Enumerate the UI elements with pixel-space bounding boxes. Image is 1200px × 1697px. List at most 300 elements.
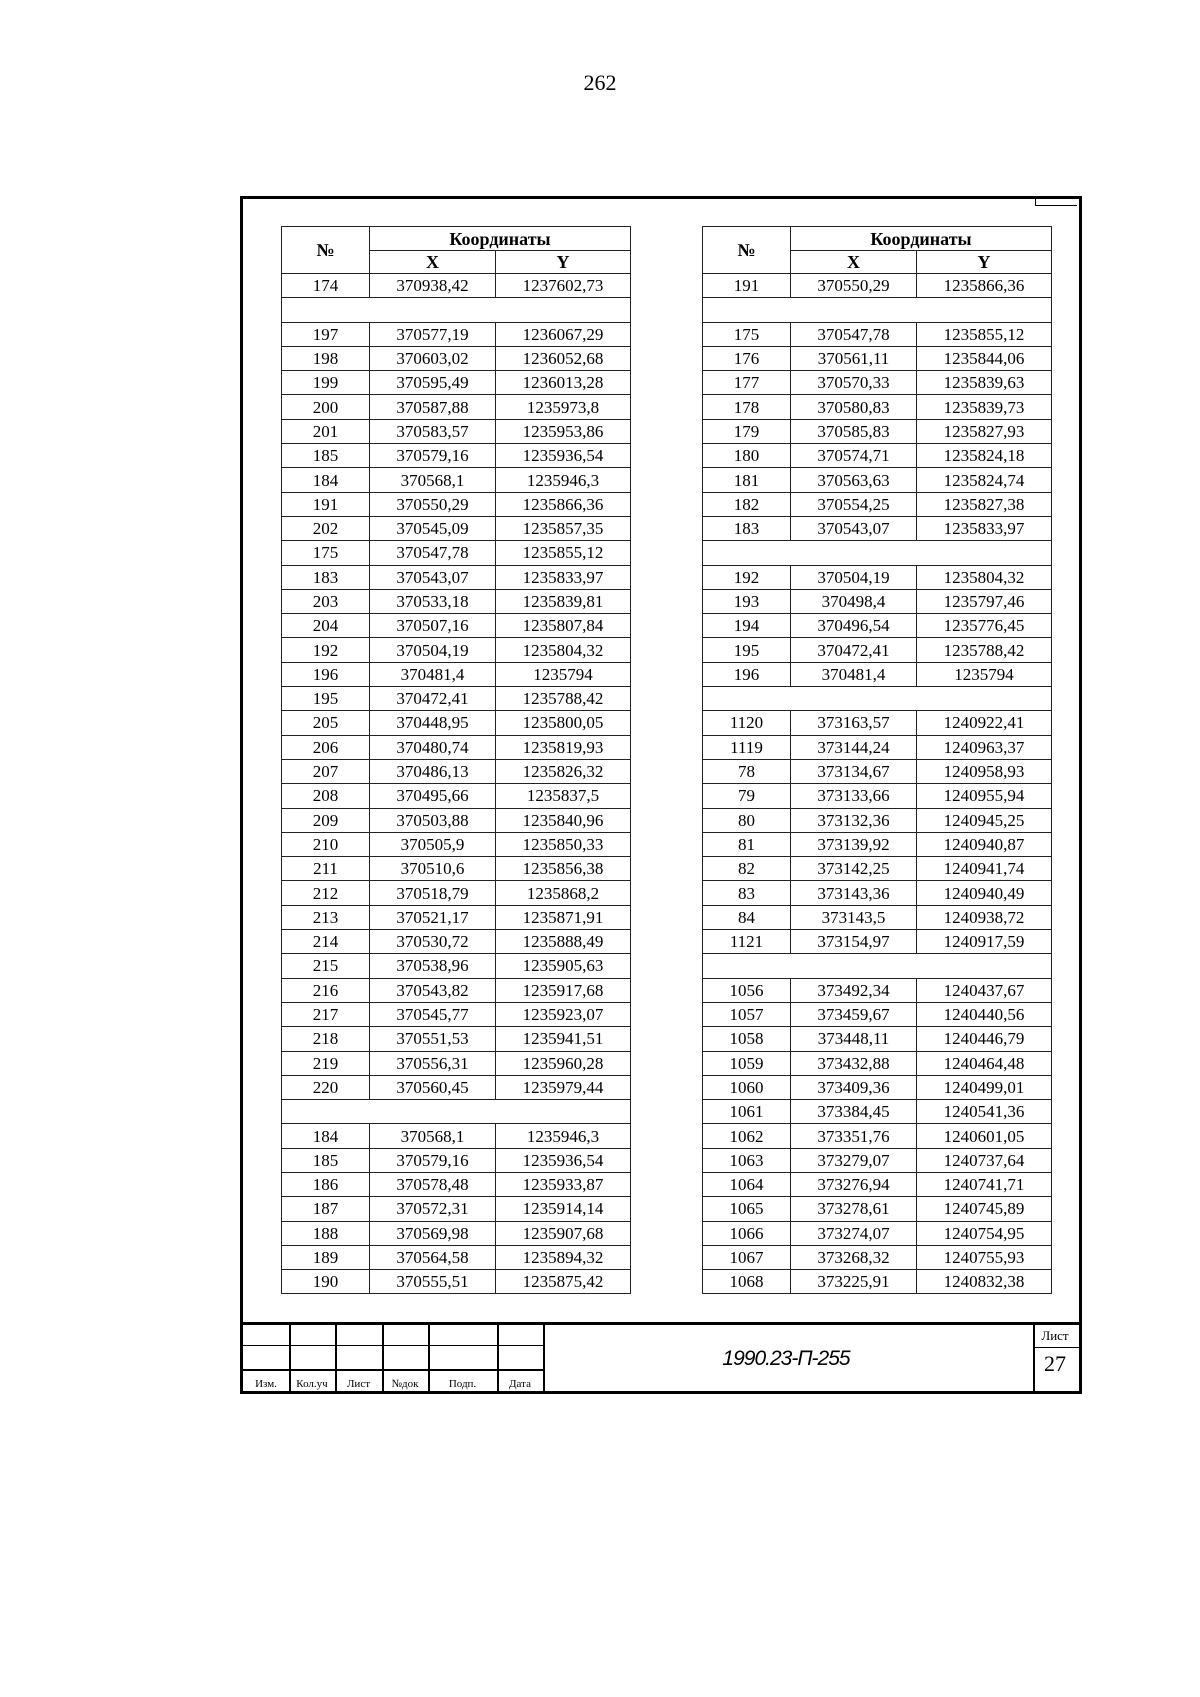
- point-number-cell: 195: [282, 687, 370, 711]
- point-number-cell: 1121: [703, 930, 791, 954]
- table-row: [282, 565, 631, 589]
- y-coordinate-cell: 1240754,95: [917, 1221, 1052, 1245]
- table-row: [282, 1027, 631, 1051]
- table-row: [703, 565, 1052, 589]
- point-number-cell: 192: [703, 565, 791, 589]
- header-coordinates: Координаты: [370, 227, 631, 251]
- x-coordinate-cell: 370603,02: [370, 346, 496, 370]
- point-number-cell: 181: [703, 468, 791, 492]
- x-coordinate-cell: 373276,94: [791, 1172, 917, 1196]
- blank-cell: [282, 298, 631, 322]
- x-coordinate-cell: 370496,54: [791, 614, 917, 638]
- table-row: [282, 395, 631, 419]
- table-row: [282, 954, 631, 978]
- point-number-cell: 78: [703, 759, 791, 783]
- x-coordinate-cell: 370579,16: [370, 1148, 496, 1172]
- point-number-cell: 213: [282, 905, 370, 929]
- y-coordinate-cell: 1235894,32: [496, 1245, 631, 1269]
- y-coordinate-cell: 1235837,5: [496, 784, 631, 808]
- table-row: [703, 735, 1052, 759]
- x-coordinate-cell: 370574,71: [791, 444, 917, 468]
- point-number-cell: 183: [703, 516, 791, 540]
- table-row: [703, 638, 1052, 662]
- table-row: [282, 346, 631, 370]
- x-coordinate-cell: 373139,92: [791, 832, 917, 856]
- y-coordinate-cell: 1235826,32: [496, 759, 631, 783]
- point-number-cell: 217: [282, 1002, 370, 1026]
- table-row: [282, 1124, 631, 1148]
- table-row: [282, 662, 631, 686]
- x-coordinate-cell: 373163,57: [791, 711, 917, 735]
- header-y: Y: [496, 251, 631, 274]
- x-coordinate-cell: 370543,07: [370, 565, 496, 589]
- table-row: [282, 589, 631, 613]
- point-number-cell: 193: [703, 589, 791, 613]
- header-num: №: [282, 227, 370, 274]
- table-row: [282, 711, 631, 735]
- table-row: [703, 1270, 1052, 1294]
- x-coordinate-cell: 370504,19: [370, 638, 496, 662]
- table-row: [703, 930, 1052, 954]
- point-number-cell: 1058: [703, 1027, 791, 1051]
- point-number-cell: 184: [282, 468, 370, 492]
- y-coordinate-cell: 1235794: [496, 662, 631, 686]
- table-row: [703, 1197, 1052, 1221]
- point-number-cell: 190: [282, 1270, 370, 1294]
- table-row-blank: [703, 541, 1052, 565]
- x-coordinate-cell: 370579,16: [370, 444, 496, 468]
- table-row: [703, 589, 1052, 613]
- y-coordinate-cell: 1240917,59: [917, 930, 1052, 954]
- table-row: [703, 832, 1052, 856]
- table-row-blank: [282, 298, 631, 322]
- point-number-cell: 179: [703, 419, 791, 443]
- y-coordinate-cell: 1235839,81: [496, 589, 631, 613]
- y-coordinate-cell: 1240940,87: [917, 832, 1052, 856]
- x-coordinate-cell: 370472,41: [370, 687, 496, 711]
- y-coordinate-cell: 1240958,93: [917, 759, 1052, 783]
- point-number-cell: 203: [282, 589, 370, 613]
- table-row: [703, 1075, 1052, 1099]
- y-coordinate-cell: 1240940,49: [917, 881, 1052, 905]
- x-coordinate-cell: 370538,96: [370, 954, 496, 978]
- point-number-cell: 201: [282, 419, 370, 443]
- table-row: [703, 711, 1052, 735]
- x-coordinate-cell: 370550,29: [370, 492, 496, 516]
- y-coordinate-cell: 1235800,05: [496, 711, 631, 735]
- point-number-cell: 82: [703, 857, 791, 881]
- y-coordinate-cell: 1235827,93: [917, 419, 1052, 443]
- x-coordinate-cell: 370572,31: [370, 1197, 496, 1221]
- x-coordinate-cell: 373351,76: [791, 1124, 917, 1148]
- y-coordinate-cell: 1235960,28: [496, 1051, 631, 1075]
- y-coordinate-cell: 1235776,45: [917, 614, 1052, 638]
- table-row: [703, 662, 1052, 686]
- point-number-cell: 188: [282, 1221, 370, 1245]
- y-coordinate-cell: 1235856,38: [496, 857, 631, 881]
- point-number-cell: 79: [703, 784, 791, 808]
- table-row: [282, 759, 631, 783]
- y-coordinate-cell: 1235905,63: [496, 954, 631, 978]
- x-coordinate-cell: 373225,91: [791, 1270, 917, 1294]
- x-coordinate-cell: 370556,31: [370, 1051, 496, 1075]
- point-number-cell: 191: [282, 492, 370, 516]
- x-coordinate-cell: 370545,09: [370, 516, 496, 540]
- y-coordinate-cell: 1235936,54: [496, 444, 631, 468]
- y-coordinate-cell: 1237602,73: [496, 274, 631, 298]
- x-coordinate-cell: 373132,36: [791, 808, 917, 832]
- point-number-cell: 212: [282, 881, 370, 905]
- y-coordinate-cell: 1236067,29: [496, 322, 631, 346]
- x-coordinate-cell: 370587,88: [370, 395, 496, 419]
- table-row: [703, 1245, 1052, 1269]
- x-coordinate-cell: 370585,83: [791, 419, 917, 443]
- stamp-label-count: Кол.уч: [296, 1378, 328, 1390]
- point-number-cell: 183: [282, 565, 370, 589]
- y-coordinate-cell: 1240941,74: [917, 857, 1052, 881]
- table-row: [703, 614, 1052, 638]
- y-coordinate-cell: 1240601,05: [917, 1124, 1052, 1148]
- x-coordinate-cell: 370595,49: [370, 371, 496, 395]
- table-row: [703, 371, 1052, 395]
- y-coordinate-cell: 1235839,63: [917, 371, 1052, 395]
- table-row: [282, 905, 631, 929]
- table-row: [703, 759, 1052, 783]
- table-row: [282, 322, 631, 346]
- table-row: [282, 1270, 631, 1294]
- point-number-cell: 175: [282, 541, 370, 565]
- table-row: [282, 1148, 631, 1172]
- y-coordinate-cell: 1235953,86: [496, 419, 631, 443]
- table-row: [282, 516, 631, 540]
- x-coordinate-cell: 370480,74: [370, 735, 496, 759]
- x-coordinate-cell: 370486,13: [370, 759, 496, 783]
- x-coordinate-cell: 370547,78: [791, 322, 917, 346]
- x-coordinate-cell: 370510,6: [370, 857, 496, 881]
- table-row: [282, 687, 631, 711]
- table-row: [282, 1245, 631, 1269]
- table-row: [282, 1197, 631, 1221]
- blank-cell: [703, 541, 1052, 565]
- header-coordinates: Координаты: [791, 227, 1052, 251]
- x-coordinate-cell: 370554,25: [791, 492, 917, 516]
- y-coordinate-cell: 1235855,12: [917, 322, 1052, 346]
- table-row: [282, 1002, 631, 1026]
- y-coordinate-cell: 1240446,79: [917, 1027, 1052, 1051]
- y-coordinate-cell: 1240963,37: [917, 735, 1052, 759]
- x-coordinate-cell: 370577,19: [370, 322, 496, 346]
- table-row: [703, 322, 1052, 346]
- x-coordinate-cell: 370569,98: [370, 1221, 496, 1245]
- y-coordinate-cell: 1240922,41: [917, 711, 1052, 735]
- table-row: [703, 274, 1052, 298]
- table-row: [703, 857, 1052, 881]
- point-number-cell: 215: [282, 954, 370, 978]
- point-number-cell: 84: [703, 905, 791, 929]
- x-coordinate-cell: 373134,67: [791, 759, 917, 783]
- x-coordinate-cell: 370561,11: [791, 346, 917, 370]
- y-coordinate-cell: 1235833,97: [496, 565, 631, 589]
- point-number-cell: 219: [282, 1051, 370, 1075]
- x-coordinate-cell: 373144,24: [791, 735, 917, 759]
- point-number-cell: 1061: [703, 1100, 791, 1124]
- point-number-cell: 204: [282, 614, 370, 638]
- table-row: [282, 371, 631, 395]
- point-number-cell: 205: [282, 711, 370, 735]
- table-row: [282, 1075, 631, 1099]
- point-number-cell: 180: [703, 444, 791, 468]
- point-number-cell: 185: [282, 1148, 370, 1172]
- point-number-cell: 81: [703, 832, 791, 856]
- x-coordinate-cell: 370568,1: [370, 468, 496, 492]
- table-row: [282, 468, 631, 492]
- x-coordinate-cell: 370568,1: [370, 1124, 496, 1148]
- page-number: 262: [583, 70, 617, 95]
- y-coordinate-cell: 1240945,25: [917, 808, 1052, 832]
- y-coordinate-cell: 1235844,06: [917, 346, 1052, 370]
- point-number-cell: 80: [703, 808, 791, 832]
- y-coordinate-cell: 1240832,38: [917, 1270, 1052, 1294]
- table-row: [703, 468, 1052, 492]
- stamp-label-date: Дата: [509, 1378, 531, 1390]
- x-coordinate-cell: 373278,61: [791, 1197, 917, 1221]
- table-row: [282, 492, 631, 516]
- x-coordinate-cell: 370507,16: [370, 614, 496, 638]
- x-coordinate-cell: 370564,58: [370, 1245, 496, 1269]
- point-number-cell: 178: [703, 395, 791, 419]
- table-row: [703, 419, 1052, 443]
- header-num: №: [703, 227, 791, 274]
- stamp-label-docnum: №док: [391, 1378, 419, 1390]
- y-coordinate-cell: 1240440,56: [917, 1002, 1052, 1026]
- table-row: [282, 541, 631, 565]
- stamp-label-change: Изм.: [255, 1378, 277, 1390]
- blank-cell: [703, 954, 1052, 978]
- point-number-cell: 207: [282, 759, 370, 783]
- table-row: [282, 614, 631, 638]
- x-coordinate-cell: 370563,63: [791, 468, 917, 492]
- point-number-cell: 1063: [703, 1148, 791, 1172]
- y-coordinate-cell: 1240755,93: [917, 1245, 1052, 1269]
- x-coordinate-cell: 373384,45: [791, 1100, 917, 1124]
- x-coordinate-cell: 370495,66: [370, 784, 496, 808]
- point-number-cell: 186: [282, 1172, 370, 1196]
- x-coordinate-cell: 373409,36: [791, 1075, 917, 1099]
- point-number-cell: 1068: [703, 1270, 791, 1294]
- y-coordinate-cell: 1240955,94: [917, 784, 1052, 808]
- x-coordinate-cell: 373143,5: [791, 905, 917, 929]
- document-code: 1990.23-П-255: [722, 1347, 850, 1370]
- x-coordinate-cell: 373143,36: [791, 881, 917, 905]
- y-coordinate-cell: 1235857,35: [496, 516, 631, 540]
- point-number-cell: 209: [282, 808, 370, 832]
- point-number-cell: 1064: [703, 1172, 791, 1196]
- x-coordinate-cell: 370555,51: [370, 1270, 496, 1294]
- x-coordinate-cell: 370498,4: [791, 589, 917, 613]
- header-y: Y: [917, 251, 1052, 274]
- point-number-cell: 208: [282, 784, 370, 808]
- y-coordinate-cell: 1236013,28: [496, 371, 631, 395]
- point-number-cell: 195: [703, 638, 791, 662]
- point-number-cell: 194: [703, 614, 791, 638]
- point-number-cell: 210: [282, 832, 370, 856]
- y-coordinate-cell: 1235866,36: [496, 492, 631, 516]
- x-coordinate-cell: 373274,07: [791, 1221, 917, 1245]
- x-coordinate-cell: 370550,29: [791, 274, 917, 298]
- table-row: [282, 930, 631, 954]
- y-coordinate-cell: 1235824,18: [917, 444, 1052, 468]
- table-row: [282, 735, 631, 759]
- point-number-cell: 174: [282, 274, 370, 298]
- y-coordinate-cell: 1235788,42: [917, 638, 1052, 662]
- blank-cell: [282, 1100, 631, 1124]
- stamp-label-signature: Подп.: [448, 1378, 477, 1390]
- point-number-cell: 196: [703, 662, 791, 686]
- x-coordinate-cell: 373154,97: [791, 930, 917, 954]
- point-number-cell: 218: [282, 1027, 370, 1051]
- x-coordinate-cell: 373268,32: [791, 1245, 917, 1269]
- point-number-cell: 202: [282, 516, 370, 540]
- point-number-cell: 1056: [703, 978, 791, 1002]
- table-row: [703, 1221, 1052, 1245]
- point-number-cell: 185: [282, 444, 370, 468]
- table-row-blank: [703, 954, 1052, 978]
- point-number-cell: 211: [282, 857, 370, 881]
- point-number-cell: 1060: [703, 1075, 791, 1099]
- y-coordinate-cell: 1235973,8: [496, 395, 631, 419]
- x-coordinate-cell: 370504,19: [791, 565, 917, 589]
- y-coordinate-cell: 1235819,93: [496, 735, 631, 759]
- y-coordinate-cell: 1235946,3: [496, 468, 631, 492]
- y-coordinate-cell: 1235807,84: [496, 614, 631, 638]
- y-coordinate-cell: 1235833,97: [917, 516, 1052, 540]
- point-number-cell: 220: [282, 1075, 370, 1099]
- point-number-cell: 175: [703, 322, 791, 346]
- x-coordinate-cell: 373448,11: [791, 1027, 917, 1051]
- y-coordinate-cell: 1235804,32: [496, 638, 631, 662]
- point-number-cell: 184: [282, 1124, 370, 1148]
- table-row: [282, 419, 631, 443]
- point-number-cell: 176: [703, 346, 791, 370]
- table-row: [703, 1100, 1052, 1124]
- point-number-cell: 182: [703, 492, 791, 516]
- x-coordinate-cell: 373492,34: [791, 978, 917, 1002]
- y-coordinate-cell: 1235827,38: [917, 492, 1052, 516]
- table-row: [282, 881, 631, 905]
- table-row: [703, 881, 1052, 905]
- y-coordinate-cell: 1235875,42: [496, 1270, 631, 1294]
- point-number-cell: 189: [282, 1245, 370, 1269]
- y-coordinate-cell: 1235866,36: [917, 274, 1052, 298]
- x-coordinate-cell: 370521,17: [370, 905, 496, 929]
- table-row: [282, 978, 631, 1002]
- x-coordinate-cell: 370578,48: [370, 1172, 496, 1196]
- y-coordinate-cell: 1235907,68: [496, 1221, 631, 1245]
- x-coordinate-cell: 370545,77: [370, 1002, 496, 1026]
- point-number-cell: 1059: [703, 1051, 791, 1075]
- x-coordinate-cell: 370533,18: [370, 589, 496, 613]
- table-row: [703, 346, 1052, 370]
- frame-corner-mark: [1035, 199, 1077, 206]
- point-number-cell: 1065: [703, 1197, 791, 1221]
- header-x: X: [791, 251, 917, 274]
- y-coordinate-cell: 1235888,49: [496, 930, 631, 954]
- coordinates-table-right: [702, 226, 1052, 1294]
- point-number-cell: 1120: [703, 711, 791, 735]
- x-coordinate-cell: 370560,45: [370, 1075, 496, 1099]
- y-coordinate-cell: 1235868,2: [496, 881, 631, 905]
- table-row: [703, 1172, 1052, 1196]
- table-row: [282, 808, 631, 832]
- table-row-blank: [703, 687, 1052, 711]
- y-coordinate-cell: 1236052,68: [496, 346, 631, 370]
- y-coordinate-cell: 1240464,48: [917, 1051, 1052, 1075]
- x-coordinate-cell: 370580,83: [791, 395, 917, 419]
- y-coordinate-cell: 1235855,12: [496, 541, 631, 565]
- table-row: [282, 784, 631, 808]
- y-coordinate-cell: 1235914,14: [496, 1197, 631, 1221]
- y-coordinate-cell: 1235840,96: [496, 808, 631, 832]
- point-number-cell: 191: [703, 274, 791, 298]
- table-row: [282, 274, 631, 298]
- x-coordinate-cell: 370530,72: [370, 930, 496, 954]
- table-row: [703, 444, 1052, 468]
- table-row: [703, 1027, 1052, 1051]
- x-coordinate-cell: 370583,57: [370, 419, 496, 443]
- x-coordinate-cell: 370481,4: [370, 662, 496, 686]
- y-coordinate-cell: 1240499,01: [917, 1075, 1052, 1099]
- y-coordinate-cell: 1235923,07: [496, 1002, 631, 1026]
- table-row: [703, 492, 1052, 516]
- point-number-cell: 187: [282, 1197, 370, 1221]
- table-row-blank: [282, 1100, 631, 1124]
- table-row: [703, 808, 1052, 832]
- point-number-cell: 197: [282, 322, 370, 346]
- point-number-cell: 192: [282, 638, 370, 662]
- sheet-label: Лист: [1041, 1328, 1069, 1343]
- y-coordinate-cell: 1235850,33: [496, 832, 631, 856]
- y-coordinate-cell: 1235804,32: [917, 565, 1052, 589]
- y-coordinate-cell: 1240437,67: [917, 978, 1052, 1002]
- point-number-cell: 196: [282, 662, 370, 686]
- point-number-cell: 1057: [703, 1002, 791, 1026]
- table-row: [282, 1221, 631, 1245]
- point-number-cell: 200: [282, 395, 370, 419]
- point-number-cell: 206: [282, 735, 370, 759]
- x-coordinate-cell: 370503,88: [370, 808, 496, 832]
- x-coordinate-cell: 370448,95: [370, 711, 496, 735]
- coordinates-table-left: [281, 226, 631, 1294]
- x-coordinate-cell: 373133,66: [791, 784, 917, 808]
- y-coordinate-cell: 1235788,42: [496, 687, 631, 711]
- table-row: [703, 905, 1052, 929]
- table-row: [703, 516, 1052, 540]
- y-coordinate-cell: 1235917,68: [496, 978, 631, 1002]
- x-coordinate-cell: 370543,82: [370, 978, 496, 1002]
- y-coordinate-cell: 1235979,44: [496, 1075, 631, 1099]
- table-row: [703, 784, 1052, 808]
- table-row: [282, 638, 631, 662]
- table-row: [703, 978, 1052, 1002]
- y-coordinate-cell: 1235936,54: [496, 1148, 631, 1172]
- y-coordinate-cell: 1235933,87: [496, 1172, 631, 1196]
- x-coordinate-cell: 373432,88: [791, 1051, 917, 1075]
- point-number-cell: 1066: [703, 1221, 791, 1245]
- x-coordinate-cell: 370543,07: [791, 516, 917, 540]
- x-coordinate-cell: 370551,53: [370, 1027, 496, 1051]
- y-coordinate-cell: 1240541,36: [917, 1100, 1052, 1124]
- point-number-cell: 216: [282, 978, 370, 1002]
